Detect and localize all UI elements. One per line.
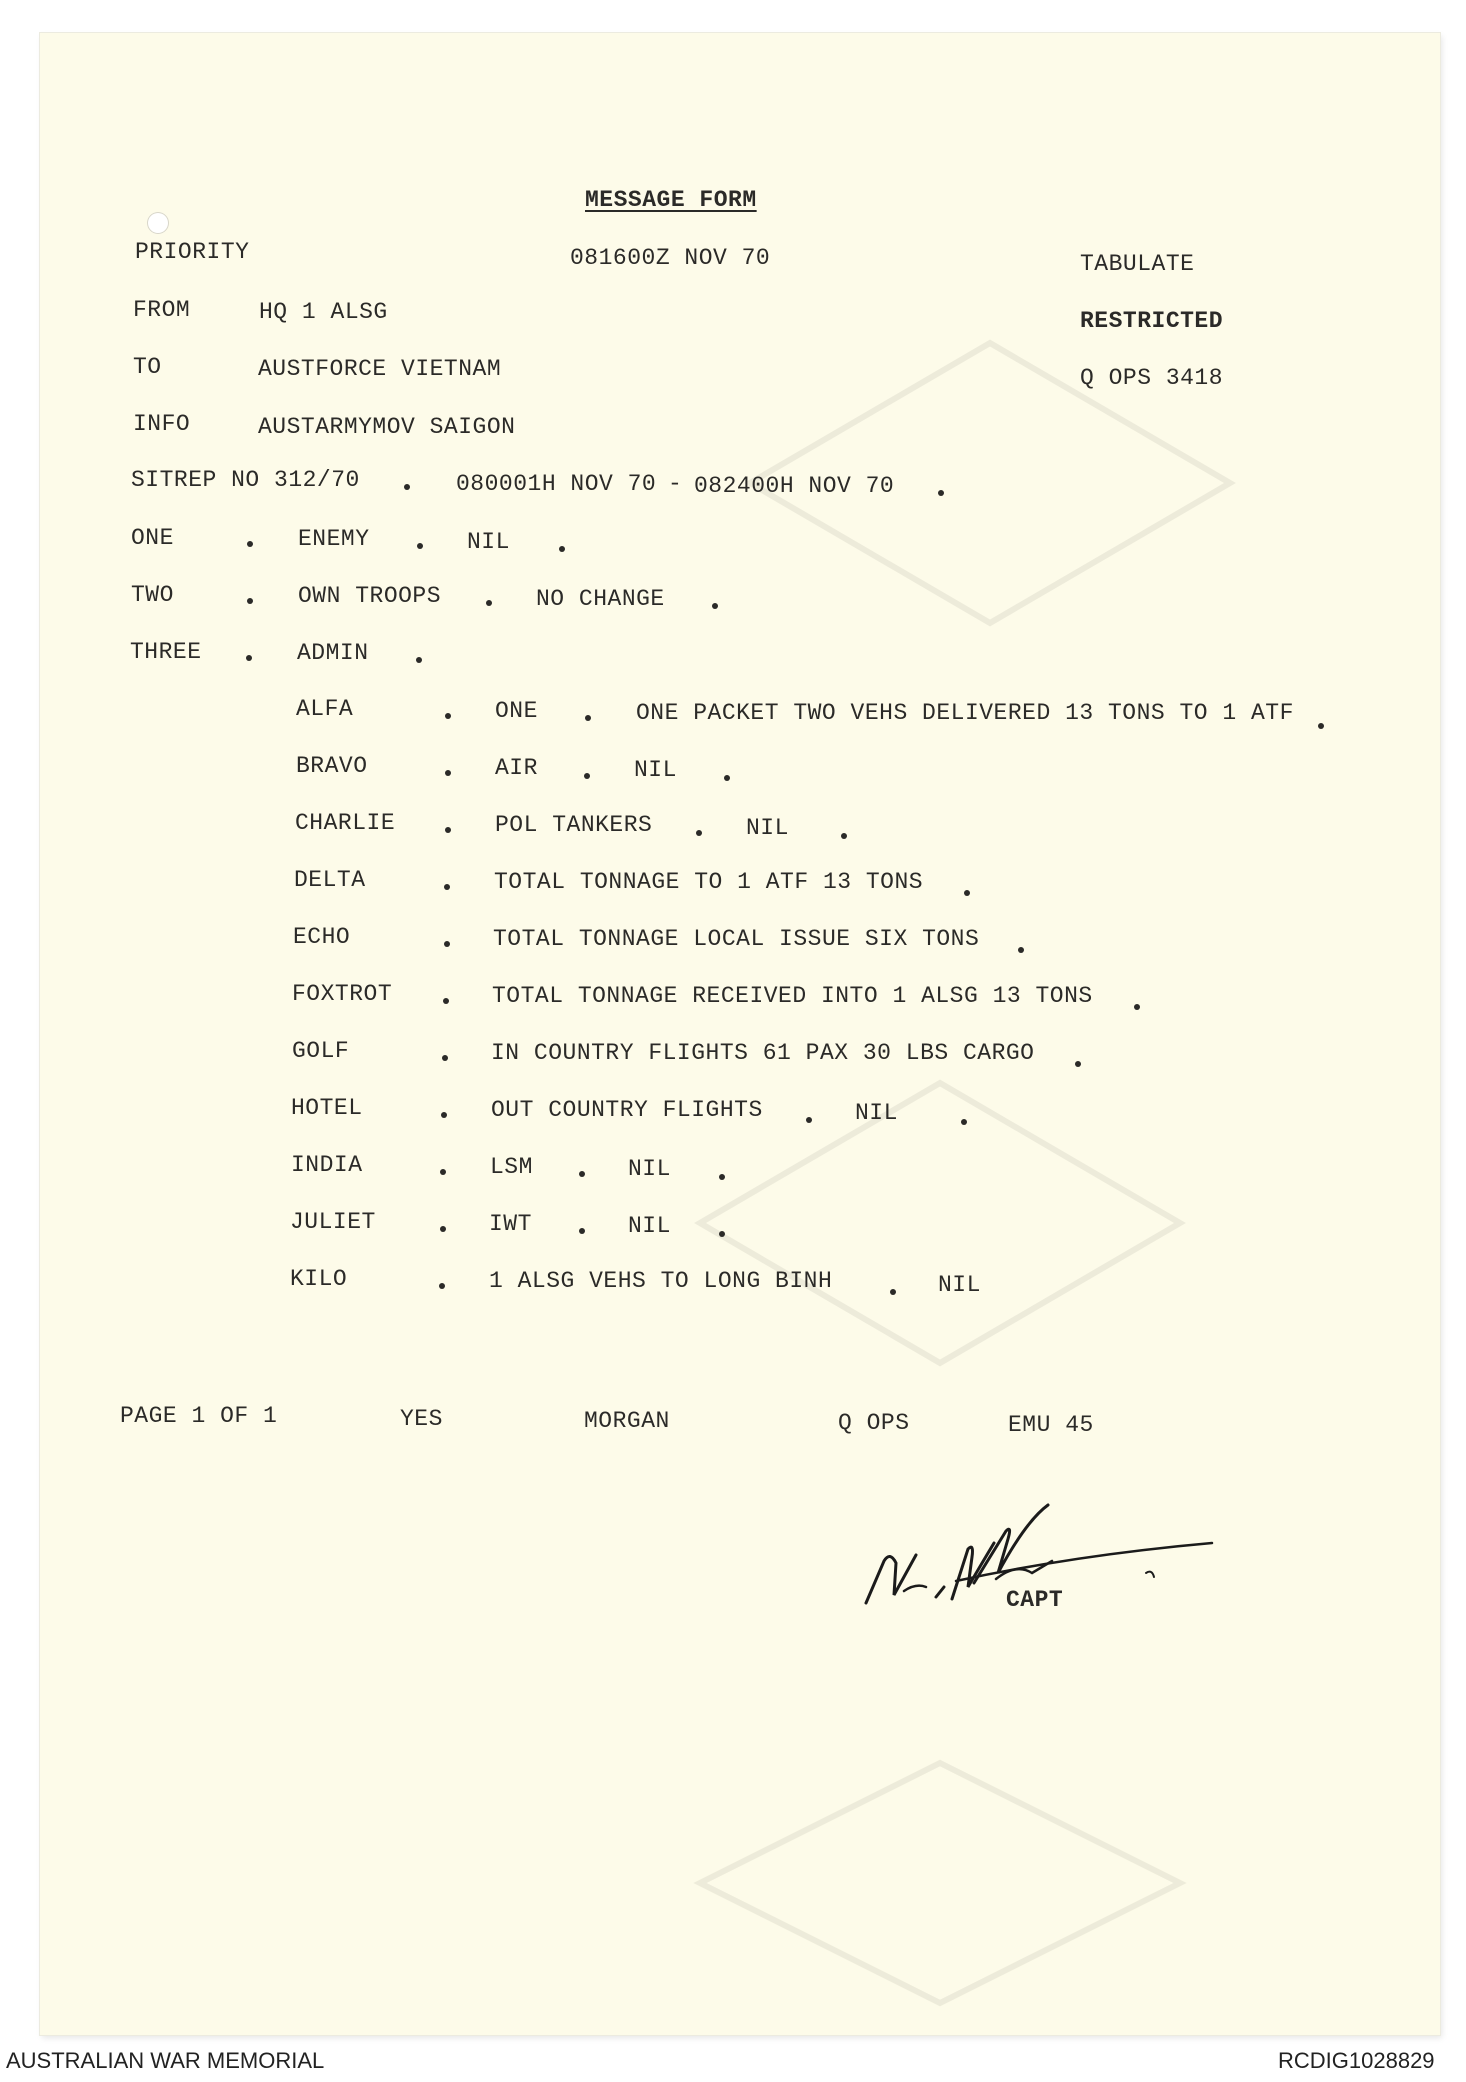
separator-dot [1318, 723, 1324, 729]
to-value: AUSTFORCE VIETNAM [258, 356, 502, 382]
separator-dot [961, 1119, 967, 1125]
separator-dot [579, 1228, 585, 1234]
admin-item-text: NIL [628, 1213, 671, 1239]
separator-dot [841, 833, 847, 839]
admin-item-subject: OUT COUNTRY FLIGHTS [491, 1097, 763, 1123]
separator-dot [444, 884, 450, 890]
extension-number: EMU 45 [1008, 1412, 1094, 1438]
admin-item-subject: IWT [489, 1211, 532, 1237]
watermark-emblem [690, 1753, 1190, 2013]
admin-item-label: FOXTROT [292, 981, 393, 1007]
separator-dot [247, 598, 253, 604]
admin-item-text: TOTAL TONNAGE LOCAL ISSUE SIX TONS [493, 926, 980, 952]
originator-office: Q OPS [838, 1410, 910, 1436]
sitrep-period-dash: - [668, 471, 683, 497]
separator-dot [559, 546, 565, 552]
admin-item-text: NIL [746, 815, 789, 841]
info-value: AUSTARMYMOV SAIGON [258, 414, 516, 440]
info-label: INFO [133, 411, 191, 437]
separator-dot [440, 1226, 446, 1232]
separator-dot [445, 827, 451, 833]
admin-item-label: INDIA [291, 1152, 363, 1178]
separator-dot [584, 773, 590, 779]
section-value: NIL [467, 529, 510, 555]
separator-dot [1134, 1004, 1140, 1010]
admin-item-text: TOTAL TONNAGE TO 1 ATF 13 TONS [494, 869, 924, 895]
separator-dot [247, 541, 253, 547]
section-title: ENEMY [298, 526, 370, 552]
separator-dot [1018, 947, 1024, 953]
from-value: HQ 1 ALSG [259, 299, 388, 325]
from-label: FROM [133, 297, 191, 323]
admin-item-text: NIL [938, 1272, 981, 1298]
admin-item-label: CHARLIE [295, 810, 396, 836]
separator-dot [806, 1117, 812, 1123]
separator-dot [440, 1169, 446, 1175]
separator-dot [579, 1171, 585, 1177]
sitrep-period-to: 082400H NOV 70 [694, 473, 895, 499]
admin-item-label: ALFA [296, 696, 354, 722]
admin-item-subject: 1 ALSG VEHS TO LONG BINH [489, 1268, 833, 1294]
admin-item-text: NIL [628, 1156, 671, 1182]
section-title: ADMIN [297, 640, 369, 666]
admin-item-subject: AIR [495, 755, 538, 781]
separator-dot [439, 1283, 445, 1289]
message-form-sheet [40, 33, 1440, 2035]
sitrep-period-from: 080001H NOV 70 [456, 471, 657, 497]
admin-item-subject: ONE [495, 698, 538, 724]
separator-dot [445, 713, 451, 719]
separator-dot [486, 600, 492, 606]
admin-item-subject: LSM [490, 1154, 533, 1180]
admin-item-text: IN COUNTRY FLIGHTS 61 PAX 30 LBS CARGO [491, 1040, 1035, 1066]
originator-name: MORGAN [584, 1408, 670, 1434]
section-value: NO CHANGE [536, 586, 665, 612]
admin-item-label: KILO [290, 1266, 348, 1292]
admin-item-text: TOTAL TONNAGE RECEIVED INTO 1 ALSG 13 TONS [492, 983, 1093, 1009]
admin-item-text: NIL [634, 757, 677, 783]
separator-dot [724, 775, 730, 781]
priority-label: PRIORITY [135, 239, 250, 265]
admin-item-text: NIL [855, 1100, 898, 1126]
to-label: TO [133, 354, 162, 380]
admin-item-text: ONE PACKET TWO VEHS DELIVERED 13 TONS TO 1 ATF [636, 700, 1294, 726]
officer-rank: CAPT [1006, 1587, 1064, 1613]
separator-dot [1075, 1061, 1081, 1067]
section-label: ONE [131, 525, 174, 551]
admin-item-subject: POL TANKERS [495, 812, 653, 838]
separator-dot [404, 484, 410, 490]
date-time-group: 081600Z NOV 70 [570, 245, 771, 271]
separator-dot [964, 890, 970, 896]
admin-item-label: BRAVO [296, 753, 368, 779]
separator-dot [443, 998, 449, 1004]
section-label: THREE [130, 639, 202, 665]
separator-dot [712, 603, 718, 609]
separator-dot [246, 655, 252, 661]
separator-dot [445, 770, 451, 776]
admin-item-label: HOTEL [291, 1095, 363, 1121]
yes-marker: YES [400, 1406, 443, 1432]
archive-item-id: RCDIG1028829 [1278, 2048, 1435, 2073]
separator-dot [441, 1112, 447, 1118]
watermark-emblem [690, 1073, 1190, 1373]
separator-dot [719, 1231, 725, 1237]
archive-institution: AUSTRALIAN WAR MEMORIAL [6, 2048, 325, 2073]
separator-dot [938, 490, 944, 496]
admin-item-label: ECHO [293, 924, 351, 950]
page-indicator: PAGE 1 OF 1 [120, 1403, 278, 1429]
admin-item-label: JULIET [290, 1209, 376, 1235]
classification-label: RESTRICTED [1080, 308, 1224, 334]
separator-dot [416, 657, 422, 663]
tabulate-label: TABULATE [1080, 251, 1195, 277]
form-title: MESSAGE FORM [585, 187, 757, 213]
reference-number: Q OPS 3418 [1080, 365, 1224, 391]
separator-dot [444, 941, 450, 947]
separator-dot [719, 1174, 725, 1180]
admin-item-label: DELTA [294, 867, 366, 893]
separator-dot [890, 1289, 896, 1295]
section-label: TWO [131, 582, 174, 608]
separator-dot [696, 830, 702, 836]
sitrep-number: SITREP NO 312/70 [131, 467, 360, 493]
separator-dot [417, 543, 423, 549]
section-title: OWN TROOPS [298, 583, 442, 609]
separator-dot [585, 715, 591, 721]
separator-dot [442, 1055, 448, 1061]
punch-hole [147, 212, 169, 234]
admin-item-label: GOLF [292, 1038, 350, 1064]
